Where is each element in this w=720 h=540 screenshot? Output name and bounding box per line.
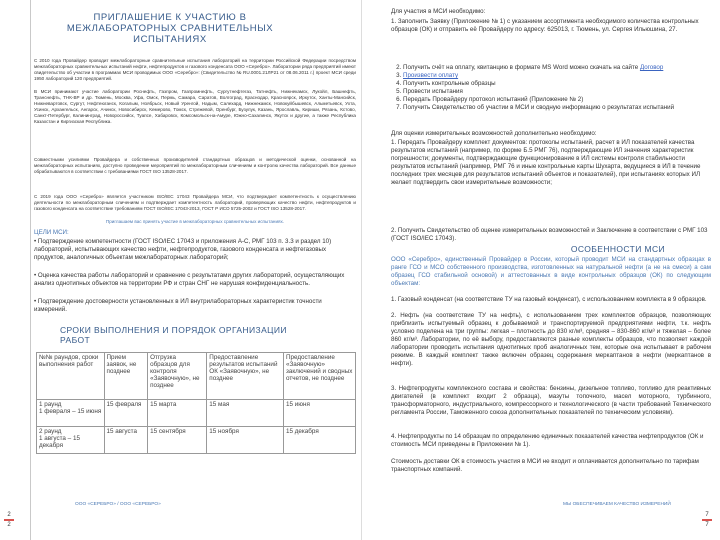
page-number-text: 2 (7, 512, 11, 518)
goal-item: • Подтверждение компетентности (ГОСТ ISO/IEC 17043 и приложения А-С, РМГ 103 п. 3.3 и раздел 10) лабораторий, испытывающих качество нефти, нефтепродуктов, газового конденсата и нефтегазовых продуктов, аналогичных объектам межлабораторных лабораторий; (34, 238, 332, 261)
goals-heading: ЦЕЛИ МСИ: (34, 229, 69, 236)
step-item: 5. Провести испытания (403, 88, 720, 96)
page-number-text: 2 (7, 522, 11, 528)
table-row (37, 427, 356, 454)
special-heading: ОСОБЕННОСТИ МСИ (570, 244, 666, 254)
footer-text: МЫ ОБЕСПЕЧИВАЕМ КАЧЕСТВО ИЗМЕРЕНИЙ (563, 502, 671, 507)
footer-text: ООО «СЕРЕБРО» / ООО «СЕРЕБРО» (75, 502, 161, 507)
page-title: ПРИГЛАШЕНИЕ К УЧАСТИЮ В МЕЖЛАБОРАТОРНЫХ СРАВНИТЕЛЬНЫХ ИСПЫТАНИЯХ (66, 12, 274, 45)
step-item (403, 72, 720, 80)
page-number-marker (702, 519, 712, 521)
page-number-marker (4, 519, 14, 521)
table-cell: 15 ноября (207, 427, 284, 454)
extra-heading: Для оценки измерительных возможностей дополнительно необходимо: (391, 130, 597, 137)
column-header: №№ раундов, сроки выполнения работ (37, 353, 105, 400)
special-item: 1. Газовый конденсат (на соответствие ТУ на газовый конденсат), с использованием комплекта в 9 образцов. (391, 296, 707, 303)
table-cell: 15 декабря (283, 427, 355, 454)
schedule-heading: СРОКИ ВЫПОЛНЕНИЯ И ПОРЯДОК ОРГАНИЗАЦИИ РАБОТ (60, 325, 287, 345)
schedule-table (36, 352, 356, 454)
step-item (403, 64, 720, 72)
step-item: 7. Получить Свидетельство об участии в МСИ и сводную информацию о результатах испытаний (403, 104, 720, 112)
table-cell: 1 раунд 1 февраля – 15 июня (37, 400, 105, 427)
participation-heading: Для участия в МСИ необходимо: (391, 8, 486, 15)
table-cell: 15 августа (104, 427, 148, 454)
right-page (363, 0, 720, 540)
page-number (2, 512, 16, 528)
table-cell: 15 мая (207, 400, 284, 427)
page-number (700, 512, 714, 528)
table-header-row (37, 353, 356, 400)
page-number-text: 7 (705, 522, 709, 528)
method-paragraph: Совместными усилиями Провайдера и собственных производителей стандартных образцов и методической оценки, основанной на межлабораторных испытаниях, доступно проведение мероприятий по межлабораторным сличениям и контролю качества лабораторий. Все данные обрабатываются в соответствии с требованиями ГОСТ ISO 13528-2017. (34, 157, 356, 174)
table-row (37, 400, 356, 427)
column-header: Отгрузка образцов для контроля «Заявочную», не позднее (148, 353, 207, 400)
table-cell: 15 сентября (148, 427, 207, 454)
table-cell: 15 февраля (104, 400, 148, 427)
page-number-text: 7 (705, 512, 709, 518)
table-cell: 15 марта (148, 400, 207, 427)
cost-note: Стоимость доставки ОК в стоимость участия в МСИ не входит и оплачивается дополнительно по тарифам транспортных компаний. (391, 458, 699, 473)
special-item: 2. Нефть (на соответствие ТУ на нефть), с использованием трех комплектов образцов, позволяющих приблизить испытуемый образец к добываемой и транспортируемой предприятиями нефти, т.к. нефть условно поделена на три группы: легкая – плотность до 830 кг/м³, средняя – 830-860 кг/м³ и тяжелая – более 860 кг/м³. Лаборатории, по её выбору, предоставляются разные комплекты образцов, что позволяет каждой лаборатории проводить испытания однотипных проб аналогичных тем, которые она испытывает в рабочем режиме. В каждый комплект также включен образец содержания меркаптанов в нефти (меркаптанов в нефти). (391, 312, 711, 367)
page-frame-line (30, 0, 31, 540)
step-text: Получить счёт на оплату, квитанцию в формате MS Word можно скачать на сайте (403, 64, 640, 71)
table-cell: 2 раунд 1 августа – 15 декабря (37, 427, 105, 454)
step-item: 4. Получить контрольные образцы (403, 80, 720, 88)
column-header: Предоставление результатов испытаний ОК «Заявочную», не позднее (207, 353, 284, 400)
step-link[interactable]: Произвести оплату (403, 72, 459, 79)
accreditation-paragraph: С 2019 года ООО «Серебро» является участником ISO/IEC 17043 Провайдера МСИ, что подтверждает компетентность к осуществлению деятельности по межлабораторным сличениям и подтверждает компетентность лабораторий, проверяющих качество нефти, нефтепродуктов и газового конденсата на соответствие требованиям ГОСТ ISO/IEC 17043-2013, ГОСТ Р ИСО 5725-2002 и ГОСТ ISO 13528-2017. (34, 194, 356, 211)
table-cell: 15 июня (283, 400, 355, 427)
invitation-line: Приглашаем вас принять участие в межлабораторных сравнительных испытаниях. (105, 219, 285, 224)
intro-paragraph: С 2010 года Провайдер проводит межлабораторные сравнительные испытания лабораторий на территории Российской Федерации посредством межлабораторных сравнительных испытаний нефти, нефтепродуктов и газового конденсата ООО «Серебро». Лаборатории ряда предприятий имеют свидетельство об участии в программах МСИ проводимых ООО «Серебро»: (Свидетельство № RU.0001.21ЛР21 от 08.06.2011 г.) проект МСИ среди 1950 лабораторий 120 предприятий. (34, 58, 356, 81)
regions-paragraph: В МСИ принимают участие лаборатории Роснефть, Газпром, Газпромнефть, Сургутнефтегаз, Татнефть, Нижнекамск, Лукойл, Башнефть, Транснефть, ТНК-ВР и др. Тюмень, Москва, Уфа, Омск, Пермь, Самара, Саратов, Волгоград, Краснодар, Красноярск, Иркутск, Ханты-Мансийск, Нижневартовск, Сургут, Нефтеюганск, Когалым, Ноябрьск, Новый Уренгой, Надым, Салехард, Нижнекамск, Новокуйбышевск, Альметьевск, Ухта, Усинск, Архангельск, Ангарск, Ачинск, Новосибирск, Кемерово, Томск, Стрежевой, Оренбург, Бузулук, Казань, Ярославль, Кириши, Рязань, Кстово, Санкт-Петербург, Калининград, Новороссийск, Туапсе, Хабаровск, Комсомольск-на-Амуре, Южно-Сахалинск, Якутск и другие, а также Республика Казахстан и Киргизская Республика. (34, 89, 356, 124)
step-item: 6. Передать Провайдеру протокол испытаний (Приложение № 2) (403, 96, 720, 104)
extra-item: 2. Получить Свидетельство об оценке измерительных возможностей и Заключение в соответствии с РМГ 103 (ГОСТ ISO/IEC 17043). (391, 227, 708, 242)
goal-item: • Подтверждение достоверности установленных в ИЛ внутрилабораторных характеристик точности измерений. (34, 298, 322, 313)
step-link[interactable]: Договор (639, 64, 664, 71)
participation-step-1: 1. Заполнить Заявку (Приложение № 1) с указанием ассортимента необходимого количества контрольных образцов (ОК) и отправить её Провайдеру по адресу: 625013, г. Тюмень, ул. Сергея Ильюшина, 27. (391, 18, 699, 33)
special-item: 3. Нефтепродукты комплексного состава и свойства: бензины, дизельное топливо, топливо для реактивных двигателей (в комплект входит 2 образца), мазуты топочного, масел моторного, турбинного, трансформаторного, индустриального, компрессорного и технологического (в части требований Технического регламента России, Таможенного союза дополнительных показателей по техническим условиям). (391, 385, 711, 416)
goal-item: • Оценка качества работы лабораторий и сравнение с результатами других лабораторий, осуществляющих анализ однотипных объектов на территории РФ и стран СНГ не нарушая конфиденциальность. (34, 272, 345, 287)
special-item: 4. Нефтепродукты по 14 образцам по определению единичных показателей качества нефтепродуктов (ОК и стоимость МСИ приведены в Приложении № 1). (391, 433, 704, 448)
participation-steps-list (391, 64, 720, 128)
extra-item: 1. Передать Провайдеру комплект документов: протоколы испытаний, расчет в ИЛ показателей качества результатов испытаний (например, по форме Б.5 РМГ 76), подтверждающие ИЛ значения характеристик погрешности; документы, подтверждающие функционирование в ИЛ системы контроля стабильности результатов испытаний (например, РМГ 76 и иные контрольные карты Шухарта, ведущиеся в ИЛ в течение последних трех месяцев для результатов испытаний объектов и показателей), при испытаниях которых ИЛ желает подтвердить свои измерительные возможности; (391, 139, 701, 186)
column-header: Прием заявок, не позднее (104, 353, 148, 400)
special-intro: ООО «Серебро», единственный Провайдер в России, который проводит МСИ на стандартных образцах в ранге ГСО и МСО собственного производства, изготовленных на натуральной нефти (а не на смеси) а сам образец ГСО стабильной основой) и аттестованных в виде контрольных образцов (ОК) по следующим объектам: (391, 256, 711, 287)
column-header: Предоставление «Заявочную» заключений и сводных отчетов, не позднее (283, 353, 355, 400)
